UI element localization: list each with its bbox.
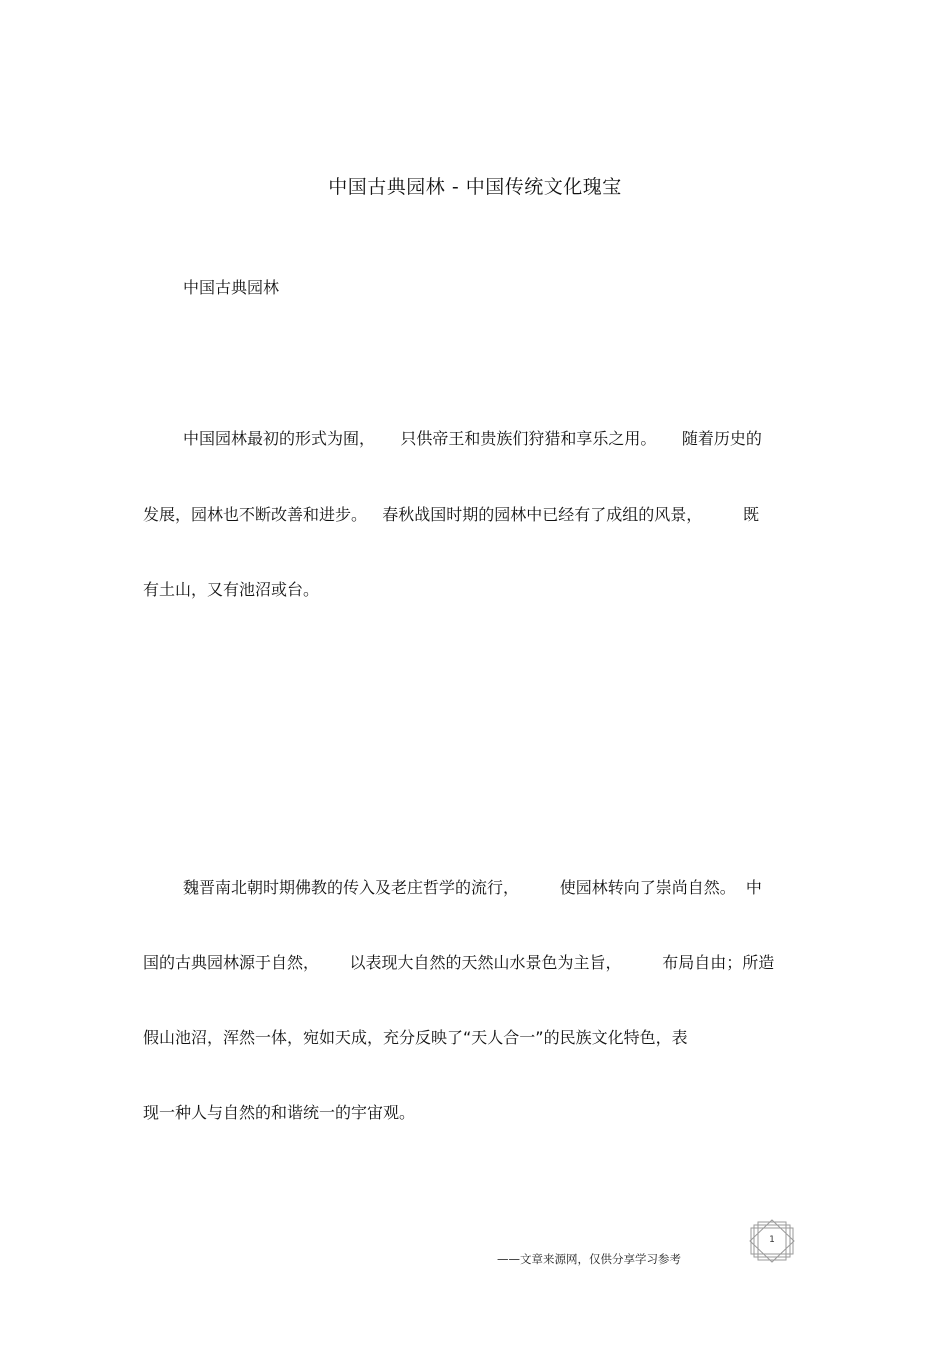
paragraph-2-line-3: 假山池沼，浑然一体，宛如天成，充分反映了“天人合一”的民族文化特色，表 xyxy=(143,1028,688,1047)
paragraph-1-line-2: 发展，园林也不断改善和进步。 春秋战国时期的园林中已经有了成组的风景， 既 xyxy=(143,505,759,524)
paragraph-1-line-3: 有土山，又有池沼或台。 xyxy=(143,580,320,599)
section-heading: 中国古典园林 xyxy=(183,278,280,297)
paragraph-2-line-1: 魏晋南北朝时期佛教的传入及老庄哲学的流行， 使园林转向了崇尚自然。 中 xyxy=(183,878,762,897)
page-number-badge xyxy=(748,1219,796,1263)
footer-source-note: ——文章来源网，仅供分享学习参考 xyxy=(497,1252,681,1266)
paragraph-2-line-4: 现一种人与自然的和谐统一的宇宙观。 xyxy=(143,1103,416,1122)
page-number: 1 xyxy=(769,1235,775,1245)
paragraph-1-line-1: 中国园林最初的形式为囿， 只供帝王和贵族们狩猎和享乐之用。 随着历史的 xyxy=(183,429,762,448)
paragraph-2-line-2: 国的古典园林源于自然， 以表现大自然的天然山水景色为主旨， 布局自由；所造 xyxy=(143,953,775,972)
document-title: 中国古典园林 - 中国传统文化瑰宝 xyxy=(328,176,622,198)
